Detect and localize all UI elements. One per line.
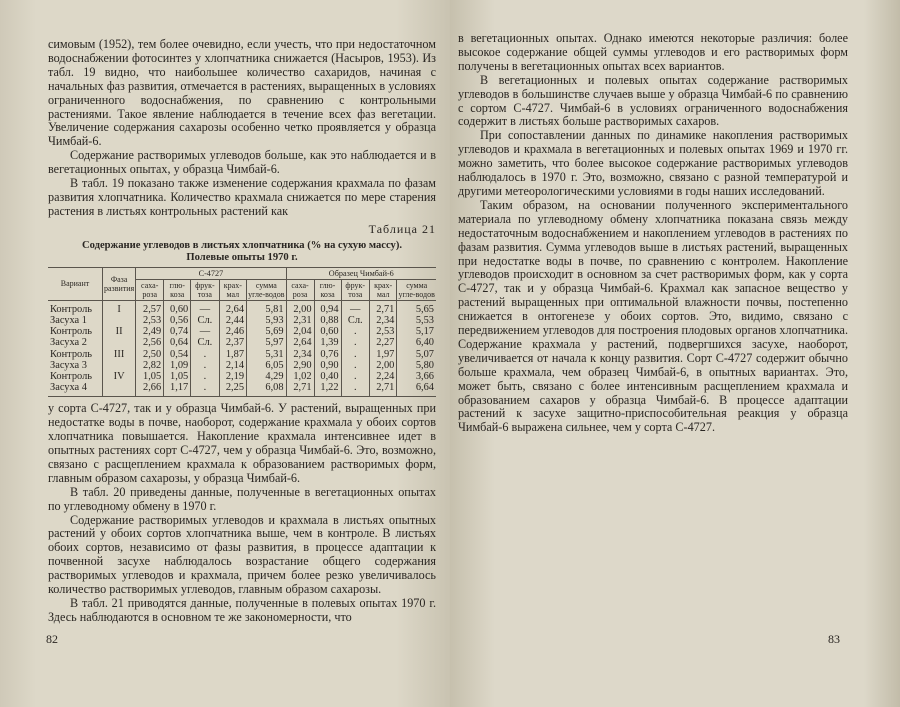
phase-cell: I	[103, 300, 136, 315]
value-cell: 6,64	[397, 382, 436, 397]
paragraph: Содержание растворимых углеводов больше, как это наблюдается и в вегетационных опытах, у образца Чимбай-6.	[48, 148, 436, 177]
value-cell: 0,60	[314, 326, 341, 337]
table-caption-line: Полевые опыты 1970 г.	[186, 251, 298, 263]
value-cell: 6,05	[247, 360, 287, 371]
paragraph: Содержание растворимых углеводов и крахмала в листьях опытных растений у обоих сортов хлопчатника выше, чем в контроле. В листьях обоих сортов, независимо от фазы развития, в процессе адаптации к почвенной засухе наблюдалось возрастание общего содержания растворимых углеводов и крахмала, причем более резко увеличивалось количество растворимых углеводов, главным образом сахарозы.	[48, 512, 436, 597]
paragraph: в вегетационных опытах. Однако имеются некоторые различия: более высокое содержание общей суммы углеводов и его растворимых форм получены в вегетационных опытах всех вариантов.	[458, 31, 848, 73]
value-cell: 2,19	[219, 371, 246, 382]
header-phase: Фаза развития	[103, 267, 136, 300]
table-row	[48, 382, 436, 397]
value-cell: 2,25	[219, 382, 246, 397]
paragraph: Таким образом, на основании полученного экспериментального материала по углеводному обмену хлопчатника показана связь между недостаточным водоснабжением и накоплением углеводов в растениях по фазам развития. Сумма углеводов выше в листьях растений, выращенных при недостатке воды в почве, по сравнению с контролем. Накопление углеводов происходит в основном за счет растворимых форм, как у сорта С-4727, так и у образца Чимбай-6. Крахмал как запасное вещество у растений выращенных при оптимальной влажности почвы, постепенно снижается в онтогенезе у обоих сортов. Это, видимо, связано с передвижением углеводов для построения плодовых органов хлопчатника. Содержание крахмала у растений, подвергшихся засухе, наоборот, увеличивается от начала к концу развития. Сорт С-4727 содержит обычно больше крахмала, чем образец Чимбай-6, в опытных вариантах. Это, может быть, связано с более интенсивным расщеплением крахмала и образованием сахаров у образца Чимбай-6. В процессе адаптации растений к засухе защитно-приспособительная реакция у образца Чимбай-6 выражена сильнее, чем у сорта С-4727.	[458, 197, 848, 435]
value-cell: 2,14	[219, 360, 246, 371]
value-cell: 1,02	[286, 371, 314, 382]
value-cell: 5,97	[247, 337, 287, 348]
value-cell: 0,40	[314, 371, 341, 382]
table-row	[48, 326, 436, 337]
phase-cell	[103, 337, 136, 348]
right-page-text	[458, 32, 848, 435]
table-row	[48, 360, 436, 371]
phase-cell: IV	[103, 371, 136, 382]
value-cell: 6,40	[397, 337, 436, 348]
variant-cell: Контроль	[50, 370, 93, 382]
page-number-right: 83	[828, 632, 840, 646]
value-cell: 6,08	[247, 382, 287, 397]
value-cell: .	[341, 349, 369, 360]
value-cell: 0,56	[164, 315, 191, 326]
value-cell: .	[341, 337, 369, 348]
value-cell: Сл.	[341, 315, 369, 326]
table-row	[48, 300, 436, 315]
value-cell: 1,05	[164, 371, 191, 382]
variant-cell: Засуха 1	[50, 314, 87, 326]
value-cell: 2,66	[136, 382, 164, 397]
value-cell: 5,65	[397, 300, 436, 315]
table-row	[48, 337, 436, 348]
subheader-cell: глю-коза	[164, 279, 191, 300]
value-cell: 0,54	[164, 349, 191, 360]
value-cell: 2,31	[286, 315, 314, 326]
value-cell: .	[191, 349, 219, 360]
value-cell: .	[191, 382, 219, 397]
table-row	[48, 349, 436, 360]
value-cell: 2,46	[219, 326, 246, 337]
table-caption-line: Содержание углеводов в листьях хлопчатника (% на сухую массу).	[81, 239, 403, 251]
value-cell: 0,64	[164, 337, 191, 348]
subheader-cell: сумма угле-водов	[248, 280, 285, 299]
paragraph: симовым (1952), тем более очевидно, если учесть, что при недостаточном водоснабжении фотосинтез у хлопчатника снижается (Насыров, 1953). Из табл. 19 видно, что наибольшее количество сахаридов, начиная с начальных фаз развития, отмечается в растениях, выращенных в условиях ограниченного водоснабжения, по сравнению с контрольными растениями. Такое явление наблюдается в течение всех фаз вегетации. Увеличение содержания сахарозы особенно четко проявляется у образца Чимбай-6.	[48, 37, 436, 149]
value-cell: 2,90	[286, 360, 314, 371]
value-cell: —	[191, 300, 219, 315]
value-cell: 4,29	[247, 371, 287, 382]
subheader-cell: саха-роза	[286, 279, 314, 300]
table-body	[48, 300, 436, 397]
phase-cell	[103, 315, 136, 326]
carbohydrate-table	[48, 267, 436, 398]
phase-cell: III	[103, 349, 136, 360]
variant-cell: Контроль	[50, 348, 93, 360]
subheader-cell: сумма угле-водов	[398, 280, 435, 299]
value-cell: 2,27	[369, 337, 396, 348]
left-page-text	[48, 38, 436, 625]
variant-cell: Засуха 4	[48, 382, 103, 397]
value-cell: 0,94	[314, 300, 341, 315]
paragraph: В вегетационных и полевых опытах содержание растворимых углеводов в большинстве случаев выше у образца Чимбай-6 по сравнению с сортом С-4727. Чимбай-6 в условиях ограниченного водоснабжения содержит в листьях больше растворимых сахаров.	[458, 72, 848, 129]
value-cell: .	[341, 371, 369, 382]
value-cell: Сл.	[191, 315, 219, 326]
value-cell: 2,82	[136, 360, 164, 371]
value-cell: 5,17	[397, 326, 436, 337]
value-cell: 2,50	[136, 349, 164, 360]
paragraph: В табл. 20 приведены данные, полученные в вегетационных опытах по углеводному обмену в 1970 г.	[48, 484, 436, 513]
value-cell: 1,09	[164, 360, 191, 371]
paragraph: В табл. 21 приводятся данные, полученные в полевых опытах 1970 г. Здесь наблюдаются в основном те же закономерности, что	[48, 596, 436, 624]
table-row	[48, 315, 436, 326]
value-cell: 2,64	[219, 300, 246, 315]
paragraph: В табл. 19 показано также изменение содержания крахмала по фазам развития хлопчатника. Количество крахмала снижается по мере старения растения в листьях контрольных растений как	[48, 176, 436, 218]
value-cell: 2,56	[136, 337, 164, 348]
value-cell: 2,00	[286, 300, 314, 315]
value-cell: 1,17	[164, 382, 191, 397]
value-cell: 1,39	[314, 337, 341, 348]
value-cell: 5,80	[397, 360, 436, 371]
header-variant: Вариант	[48, 267, 103, 300]
value-cell: 2,53	[369, 326, 396, 337]
value-cell: 2,34	[286, 349, 314, 360]
value-cell: 1,87	[219, 349, 246, 360]
phase-cell	[103, 382, 136, 397]
value-cell: 2,71	[369, 300, 396, 315]
variant-cell: Засуха 3	[50, 359, 87, 371]
value-cell: 2,34	[369, 315, 396, 326]
value-cell: 2,37	[219, 337, 246, 348]
value-cell: 0,76	[314, 349, 341, 360]
variant-cell: Засуха 2	[50, 337, 87, 349]
value-cell: 1,05	[136, 371, 164, 382]
value-cell: —	[341, 300, 369, 315]
value-cell: 2,04	[286, 326, 314, 337]
value-cell: .	[191, 360, 219, 371]
value-cell: —	[191, 326, 219, 337]
phase-cell: II	[103, 326, 136, 337]
header-group-c4727: С-4727	[136, 267, 286, 279]
value-cell: 5,07	[397, 349, 436, 360]
value-cell: 2,44	[219, 315, 246, 326]
table-label: Таблица 21	[368, 221, 436, 236]
variant-cell: Контроль	[50, 303, 93, 315]
value-cell: 2,00	[369, 360, 396, 371]
value-cell: .	[341, 382, 369, 397]
value-cell: 2,71	[286, 382, 314, 397]
table-caption	[48, 240, 436, 264]
value-cell: 5,81	[247, 300, 287, 315]
value-cell: 2,57	[136, 300, 164, 315]
value-cell: 0,88	[314, 315, 341, 326]
value-cell: 1,22	[314, 382, 341, 397]
value-cell: 2,64	[286, 337, 314, 348]
value-cell: 1,97	[369, 349, 396, 360]
value-cell: 2,24	[369, 371, 396, 382]
variant-cell: Контроль	[50, 326, 93, 338]
header-group-chimbay6: Образец Чимбай-6	[286, 267, 436, 279]
subheader-cell: фрук-тоза	[341, 279, 369, 300]
value-cell: .	[341, 326, 369, 337]
value-cell: Сл.	[191, 337, 219, 348]
value-cell: 0,74	[164, 326, 191, 337]
value-cell: 2,53	[136, 315, 164, 326]
value-cell: 5,31	[247, 349, 287, 360]
value-cell: 5,53	[397, 315, 436, 326]
subheader-cell: крах-мал	[219, 279, 246, 300]
value-cell: 5,93	[247, 315, 287, 326]
value-cell: .	[191, 371, 219, 382]
value-cell: 0,60	[164, 300, 191, 315]
value-cell: 3,66	[397, 371, 436, 382]
value-cell: 5,69	[247, 326, 287, 337]
paragraph: При сопоставлении данных по динамике накопления растворимых углеводов и крахмала в вегетационных и полевых опытах 1969 и 1970 гг. можно заметить, что более высокое содержание растворимых углеводов наблюдалось в 1970 г. Это, возможно, связано с разной температурой и другими метеорологическими условиями в годы наших исследований.	[458, 128, 848, 198]
subheader-cell: глю-коза	[314, 279, 341, 300]
value-cell: .	[341, 360, 369, 371]
phase-cell	[103, 360, 136, 371]
subheader-cell: саха-роза	[136, 279, 164, 300]
subheader-cell: крах-мал	[369, 279, 396, 300]
page-number-left: 82	[46, 632, 58, 646]
paragraph: у сорта С-4727, так и у образца Чимбай-6. У растений, выращенных при недостатке воды в почве, наоборот, содержание крахмала у обоих сортов хлопчатника повышается. Накопление крахмала интенсивнее идет в опытных растениях сорт С-4727, чем у образца Чимбай-6. Это, возможно, связано с расщеплением крахмала к образованием растворимых форм, главным образом сахарозы, у образца Чимбай-6.	[48, 401, 436, 485]
subheader-cell: фрук-тоза	[191, 279, 219, 300]
table-row	[48, 371, 436, 382]
value-cell: 2,49	[136, 326, 164, 337]
value-cell: 0,90	[314, 360, 341, 371]
value-cell: 2,71	[369, 382, 396, 397]
